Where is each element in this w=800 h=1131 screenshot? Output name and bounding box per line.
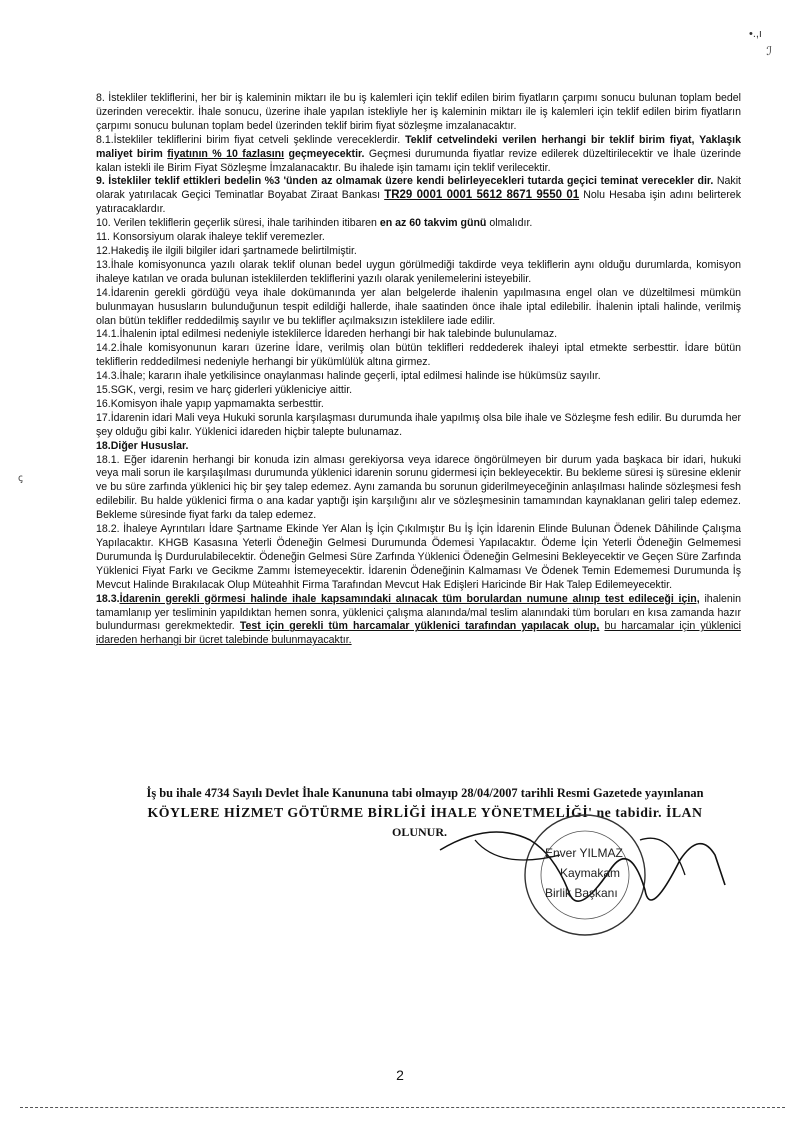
clause-10-text: 10. Verilen tekliflerin geçerlik süresi, ihale tarihinden itibaren	[96, 217, 377, 230]
clause-18-2: 18.2. İhaleye Ayrıntıları İdare Şartname Ekinde Yer Alan İş İçin Çıkılmıştır Bu İş İçin İdarenin Elinde Bulunan Ödenek Dâhilinde Çalışma Yapılacaktır. KHGB Kasasına Yeterli Ödeneğin Gelmesi Durumunda Ödemesi Yapılacaktır. Ödeme İçin Yeterli Ödeneğin Gelmemesi Durumunda İş Durdurulabilecektir. Ödeneğin Gelmesi Süre Zarfında Yüklenici Ödeneğin Gelmesini Bekleyecektir ve Geçen Süre Zarfında Yüklenici Fiyat Farkı ve Gecikme Zammı İstemeyecektir. İdarenin Ödeneğinin Kalmaması Ve Ödenek Temin Edememesi Durumunda İş Mevcut Halinde Bırakılacak Olup Müteahhit Firma Tarafından Mevcut Hak Edişleri Haricinde Bir Hak Talep Edilemeyecektir.	[96, 523, 741, 591]
hole-punch-mark: ꞔ	[18, 473, 23, 484]
clause-11: 11. Konsorsiyum olarak ihaleye teklif veremezler.	[96, 231, 325, 244]
clause-8-1-underlined: fiyatının % 10 fazlasını	[167, 147, 285, 160]
clause-18-3-text: ihalenin tamamlanıp yer tesliminin yapıldıktan hemen sonra, yüklenici çalışma alanında/mal teslim alanındaki tüm boruları en kısa zamanda hazır bulundurması gerekmektedir.	[96, 592, 741, 633]
footer-line-1: İş bu ihale 4734 Sayılı Devlet İhale Kanununa tabi olmayıp 28/04/2007 tarihli Resmi Gazetede yayınlanan	[146, 786, 704, 800]
clause-18-heading: 18.Diğer Hususlar.	[96, 439, 189, 452]
stamp-role: Birlik Başkanı	[545, 886, 618, 900]
clause-16: 16.Komisyon ihale yapıp yapmamakta serbesttir.	[96, 397, 324, 410]
clause-8-1-bold-end: geçmeyecektir.	[288, 147, 365, 160]
clause-17: 17.İdarenin idari Mali veya Hukuki sorunla karşılaşması durumunda ihale yapılmış olsa bile ihale ve Sözleşme fesh edilir. Bu durumda her şey olduğu gibi kalır. Yüklenici idareden hiçbir talepte bulunamaz.	[96, 411, 741, 438]
clause-18-1: 18.1. Eğer idarenin herhangi bir konuda izin alması gerekiyorsa veya idarece öngörülmeyen bir durum yada başkaca bir idari, hukuki veya mali sorun ile karşılaşılması durumunda yüklenici idarenin sorunu gidermesi için bekleyecektir. Bu bekleme süresi iş süresine eklenir ve bu süre zarfında yüklenici hiç bir şey talep edemez. Aynı zamanda bu sorunun giderilmeyeceğinin anlaşılması halinde sözleşmesi fesh edilebilir. Bu halde yüklenici firma o ana kadar yaptığı işin karşılığını alır ve sözleşmesinin tamamından kaynaklanan geliri talep edemez. Bekleme süresinde fiyat farkı da talep edemez.	[96, 453, 741, 522]
clause-8-1-rest: Geçmesi durumunda fiyatlar revize edilerek düzeltirilecektir ve İhale üzerinde kalan istekli ile Birim Fiyat Sözleşme İmzalanacaktır. Bu ihalede işin tamamı için teklif verilecektir.	[96, 147, 741, 174]
clause-14: 14.İdarenin gerekli gördüğü veya ihale dokümanında yer alan belgelerde ihalenin yapılmasına engel olan ve düzeltilmesi mümkün bulunmayan hususların bulunduğunun tespit edildiği hallerde, ihale saatinden önce ihale iptal edilebilir. İhalenin iptali halinde, verilmiş olan bütün teklifler reddedilmiş sayılır ve bu teklifler açılmaksızın isteklilere iade edilir.	[96, 286, 741, 327]
clause-13: 13.İhale komisyonunca yazılı olarak teklif olunan bedel uygun görülmediği takdirde veya tekliflerin aynı olduğu durumlarda, komisyon ihaleye katılan ve orada bulunan isteklilerden tekliflerini yazılı olarak yenilemelerini isteyebilir.	[96, 258, 741, 285]
clause-9-end: Nolu Hesaba işin adını belirterek yatıracaklardır.	[96, 189, 741, 216]
clause-8-1-intro: 8.1.İstekliler tekliflerini birim fiyat cetveli şeklinde vereceklerdir.	[96, 133, 401, 146]
clause-14-3: 14.3.İhale; kararın ihale yetkilisince onaylanması halinde geçerli, iptal edilmesi halinde ise hükümsüz sayılır.	[96, 370, 601, 383]
clause-15: 15.SGK, vergi, resim ve harç giderleri yükleniciye aittir.	[96, 384, 353, 397]
page-number: 2	[396, 1067, 404, 1083]
footer-line-2: KÖYLERE HİZMET GÖTÜRME BİRLİĞİ İHALE YÖNETMELİĞİ' ne tabidir. İLAN	[147, 805, 703, 820]
clause-8-1	[96, 134, 741, 176]
corner-scan-mark-2: ℐ	[766, 44, 772, 58]
clause-8-1-bold: Teklif cetvelindeki verilen herhangi bir teklif birim fiyat, Yaklaşık maliyet birim	[96, 133, 741, 160]
footer-line-3: OLUNUR.	[392, 825, 448, 839]
clause-14-1: 14.1.İhalenin iptal edilmesi nedeniyle isteklilerce İdareden herhangi bir hak talebinde bulunulamaz.	[96, 328, 558, 341]
clause-18-3-underlined-3: bu harcamalar için yüklenici idareden herhangi bir ücret talebinde bulunmayacaktır.	[96, 620, 741, 647]
stamp-name: Enver YILMAZ	[545, 846, 623, 860]
stamp-title: Kaymakam	[560, 866, 621, 880]
clause-10-bold: en az 60 takvim günü	[379, 217, 487, 230]
clause-9-text: Nakit olarak yatırılacak Geçici Teminatlar Boyabat Ziraat Bankası	[96, 175, 741, 202]
clause-9	[96, 175, 741, 217]
clause-8: 8. İstekliler tekliflerini, her bir iş kaleminin miktarı ile bu iş kalemleri için teklif edilen birim fiyatların çarpımı sonucu bulunan toplam bedel üzerinden verecektir. İhale sonucu, üzerine ihale yapılan istekliyle her iş kaleminin miktarı ile iş kalemleri için teklif edilen birim fiyatların çarpımı sonucu bulunan toplam bedel üzerinden teklif birim fiyat sözleşme imzalanacaktır.	[96, 92, 741, 132]
clause-10	[96, 217, 741, 231]
clause-18-3-underlined-2: Test için gerekli tüm harcamalar yüklenici tarafından yapılacak olup,	[239, 620, 600, 633]
iban-number: TR29 0001 0001 5612 8671 9550 01	[384, 189, 580, 202]
clause-14-2: 14.2.İhale komisyonunun kararı üzerine İdare, verilmiş olan bütün teklifleri reddederek ihaleyi iptal etmekte serbesttir. İdare bütün tekliflerin reddedilmesi nedeniyle herhangi bir yükümlülük altına girmez.	[96, 342, 741, 369]
clause-18-3-underlined: İdarenin gerekli görmesi halinde ihale kapsamındaki alınacak tüm borulardan numune alınıp test edileceği için,	[119, 592, 700, 605]
clause-18-3-number: 18.3.	[96, 592, 120, 605]
clause-9-bold: 9. İstekliler teklif ettikleri bedelin %3 'ünden az olmamak üzere kendi belirleyecekleri tutarda geçici teminat verecekler dir.	[96, 175, 714, 188]
clause-18-3	[96, 593, 741, 649]
clause-10-end: olmalıdır.	[489, 217, 533, 230]
bottom-dashed-rule	[20, 1107, 785, 1108]
clause-12: 12.Hakediş ile ilgili bilgiler idari şartnamede belirtilmiştir.	[96, 244, 357, 257]
corner-scan-mark: •.,ı	[748, 28, 762, 40]
document-body	[96, 92, 741, 648]
